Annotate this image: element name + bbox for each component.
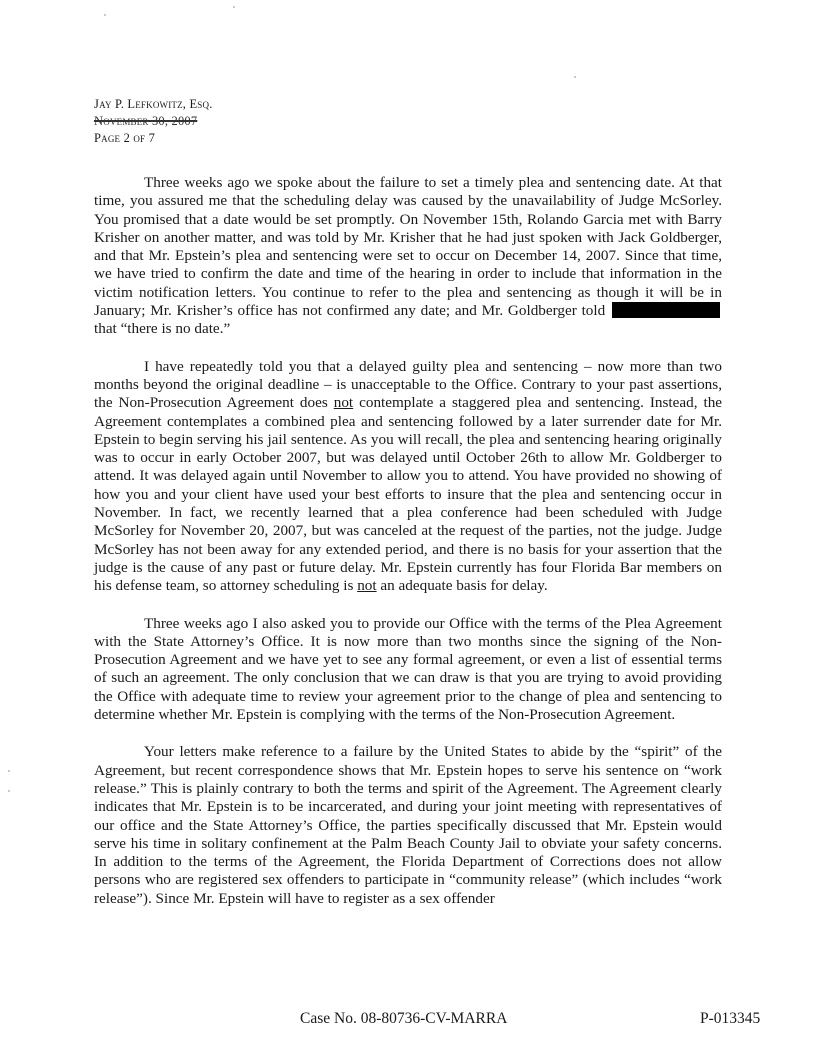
paragraph-2 <box>94 358 722 596</box>
addressee-line: Jay P. Lefkowitz, Esq. <box>94 97 213 111</box>
paragraph-3: Three weeks ago I also asked you to provide our Office with the terms of the Plea Agreement with the State Attorney’s Office. It is now more than two months since the signing of the Non-Prosecution Agreement and we have yet to see any formal agreement, or even a list of essential terms of such an agreement. The only conclusion that we can draw is that you are trying to avoid providing the Office with adequate time to review your agreement prior to the change of plea and sentencing to determine whether Mr. Epstein is complying with the terms of the Non-Prosecution Agreement. <box>94 614 722 724</box>
scan-speck <box>8 770 10 772</box>
case-number: Case No. 08-80736-CV-MARRA <box>300 1010 508 1027</box>
letter-body <box>94 174 722 927</box>
paragraph-1 <box>94 174 722 339</box>
underlined-not-2: not <box>357 577 377 595</box>
paragraph-2-part-b: contemplate a staggered plea and sentencing. Instead, the Agreement contemplates a combined plea and sentencing followed by a later surrender date for Mr. Epstein to begin serving his jail sentence. As you will recall, the plea and sentencing hearing originally was to occur in early October 2007, but was delayed until October 26th to allow Mr. Goldberger to attend. It was delayed again until November to allow you to attend. You have provided no showing of how you and your client have used your best efforts to insure that the plea and sentencing occur in November. In fact, we recently learned that a plea conference had been scheduled with Judge McSorley for November 20, 2007, but was canceled at the request of the parties, not the judge. Judge McSorley has not been away for any extended period, and there is no basis for your assertion that the judge is the cause of any past or future delay. Mr. Epstein currently has four Florida Bar members on his defense team, so attorney scheduling is <box>94 394 723 595</box>
scan-speck <box>233 6 235 8</box>
underlined-not-1: not <box>333 394 354 412</box>
page-number-line: Page 2 of 7 <box>94 131 156 145</box>
paragraph-2-part-a: I have repeatedly told you that a delayed guilty plea and sentencing – now more than two months beyond the original deadline – is unacceptable to the Office. Contrary to your past assertions, the Non-Prosecution Agreement does <box>94 357 722 412</box>
paragraph-2-part-c: an adequate basis for delay. <box>380 577 548 595</box>
bates-number: P-013345 <box>700 1010 761 1027</box>
paragraph-4: Your letters make reference to a failure by the United States to abide by the “spirit” of the Agreement, but recent correspondence shows that Mr. Epstein hopes to serve his sentence on “work release.” This is plainly contrary to both the terms and spirit of the Agreement. The Agreement clearly indicates that Mr. Epstein is to be incarcerated, and during your joint meeting with representatives of our office and the State Attorney’s Office, the parties specifically discussed that Mr. Epstein would serve his time in solitary confinement at the Palm Beach County Jail to obviate your safety concerns. In addition to the terms of the Agreement, the Florida Department of Corrections does not allow persons who are registered sex offenders to participate in “community release” (which includes “work release”). Since Mr. Epstein will have to register as a sex offender <box>94 743 722 907</box>
scan-speck <box>8 790 10 792</box>
scan-speck <box>574 76 576 78</box>
scan-speck <box>104 14 106 16</box>
struck-date-line: November 30, 2007 <box>94 114 198 128</box>
letter-header <box>94 96 213 147</box>
redaction-box <box>612 302 720 318</box>
paragraph-1-text: Three weeks ago we spoke about the failure to set a timely plea and sentencing date. At that time, you assured me that the scheduling delay was caused by the unavailability of Judge McSorley. You promised that a date would be set promptly. On November 15th, Rolando Garcia met with Barry Krisher on another matter, and was told by Mr. Krisher that he had just spoken with Jack Goldberger, and that Mr. Epstein’s plea and sentencing were set to occur on December 14, 2007. Since that time, we have tried to confirm the date and time of the hearing in order to include that information in the victim notification letters. You continue to refer to the plea and sentencing as though it will be in January; Mr. Krisher’s office has not confirmed any date; and Mr. Goldberger told <box>94 174 722 320</box>
paragraph-1-tail: that “there is no date.” <box>94 320 231 338</box>
